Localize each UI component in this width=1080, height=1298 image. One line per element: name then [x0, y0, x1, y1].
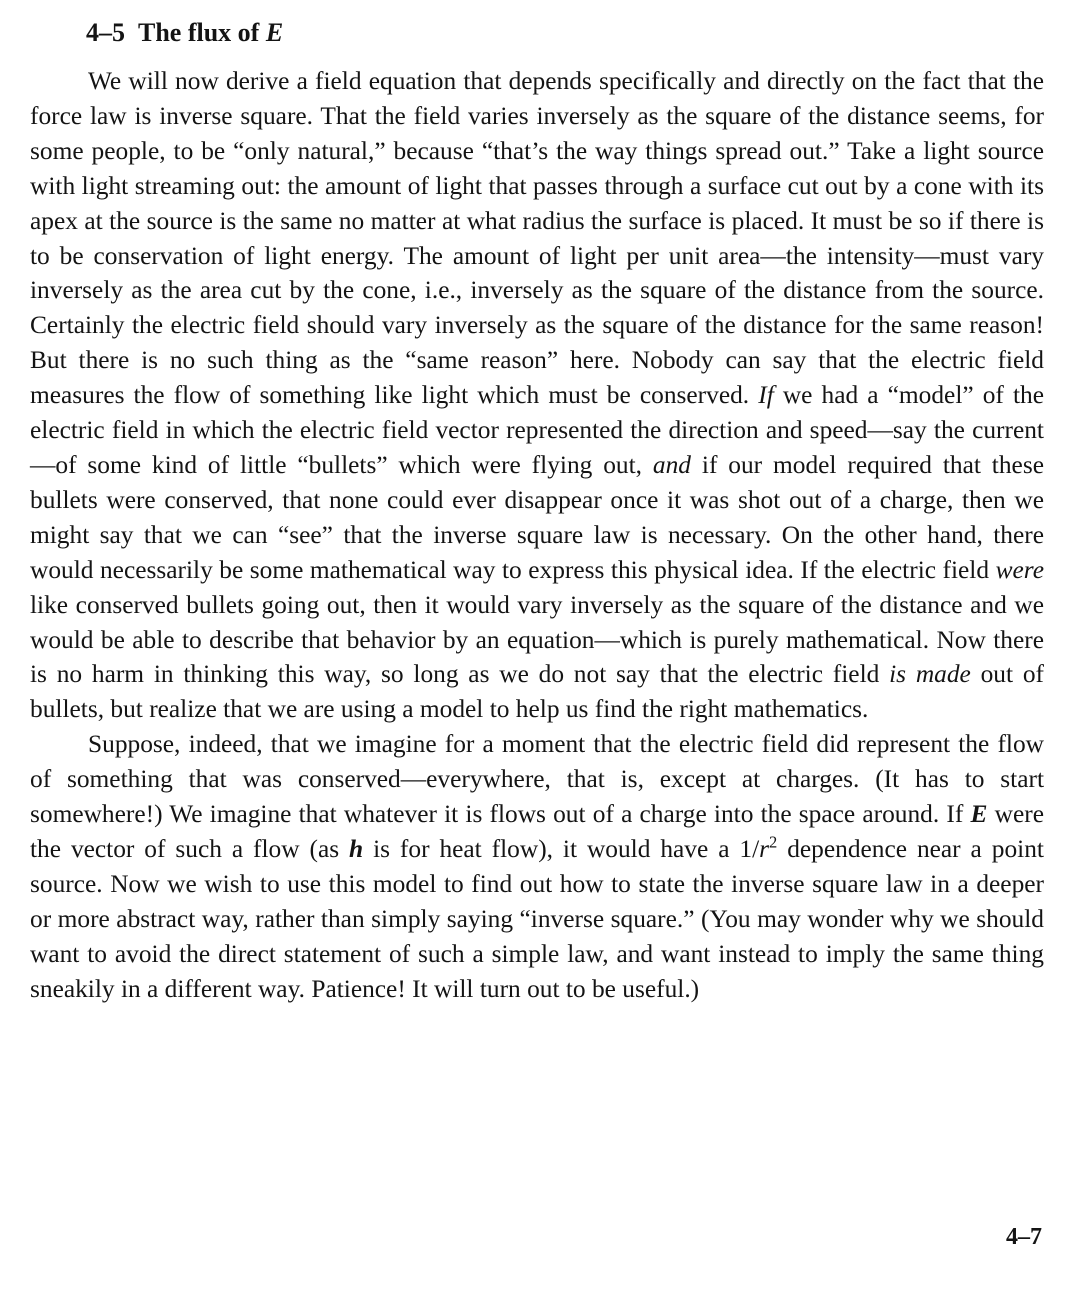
vector-symbol-e: E [970, 800, 988, 829]
paragraph-1 [30, 64, 1044, 727]
p2-text-3: is for heat flow), it would have a [373, 834, 730, 863]
paragraph-2 [30, 727, 1044, 1006]
p1-text-3: if our model required that these bullets were conserved, that none could ever disappear once it was shot out of a charge, then we might say that we can “see” that the inverse square law is necessary. On the other hand, there would necessarily be some mathematical way to express this physical idea. If the electric field [30, 450, 1044, 584]
p2-text-2: were the vector of such a flow (as [30, 800, 1044, 863]
fraction-one-over-r: 1/r [739, 834, 770, 863]
p2-text-4: dependence near a point source. Now we wish to use this model to find out how to state the inverse square law in a deeper or more abstract way, rather than simply saying “inverse square.” (You may wonder why we should want to avoid the direct statement of such a simple law, and want instead to imply the same thing sneakily in a different way. Patience! It will turn out to be useful.) [30, 834, 1044, 1003]
p1-emphasis-is-made: is made [889, 660, 971, 689]
p1-text-2: we had a “model” of the electric field in which the electric field vector represented the direction and speed—say the current—of some kind of little “bullets” which were flying out, [30, 381, 1044, 479]
variable-r: r [759, 834, 770, 863]
section-title: The flux of [138, 18, 260, 47]
section-title-symbol: E [265, 18, 284, 47]
p1-text-5: out of bullets, but realize that we are using a model to help us find the right mathematics. [30, 660, 1044, 724]
p1-emphasis-and: and [652, 450, 691, 479]
inverse-square-expression [739, 832, 778, 863]
vector-symbol-h: h [349, 834, 364, 863]
p1-text-4: like conserved bullets going out, then it would vary inversely as the square of the distance and we would be able to describe that behavior by an equation—which is purely mathematical. Now there is no harm in thinking this way, so long as we do not say that the electric field [30, 590, 1044, 689]
p1-text-1: We will now derive a field equation that depends specifically and directly on the fact that the force law is inverse square. That the field varies inversely as the square of the distance seems, for some people, to be “only natural,” because “that’s the way things spread out.” Take a light source with light streaming out: the amount of light that passes through a surface cut out by a cone with its apex at the source is the same no matter at what radius the surface is placed. It must be so if there is to be conservation of light energy. The amount of light per unit area—the intensity—must vary inversely as the area cut by the cone, i.e., inversely as the square of the distance from the source. Certainly the electric field should vary inversely as the square of the distance for the same reason! But there is no such thing as the “same reason” here. Nobody can say that the electric field measures the flow of something like light which must be conserved. [30, 67, 1044, 410]
p2-text-1: Suppose, indeed, that we imagine for a moment that the electric field did represent the flow of something that was conserved—everywhere, that is, except at charges. (It has to start somewhere!) We imagine that whatever it is flows out of a charge into the space around. If [30, 730, 1044, 829]
page-number: 4–7 [1006, 1224, 1042, 1250]
section-number: 4–5 [86, 18, 125, 47]
section-heading [86, 16, 1044, 50]
p1-emphasis-were: were [995, 555, 1044, 584]
p1-emphasis-if: If [758, 381, 774, 410]
exponent-two: 2 [769, 832, 778, 852]
